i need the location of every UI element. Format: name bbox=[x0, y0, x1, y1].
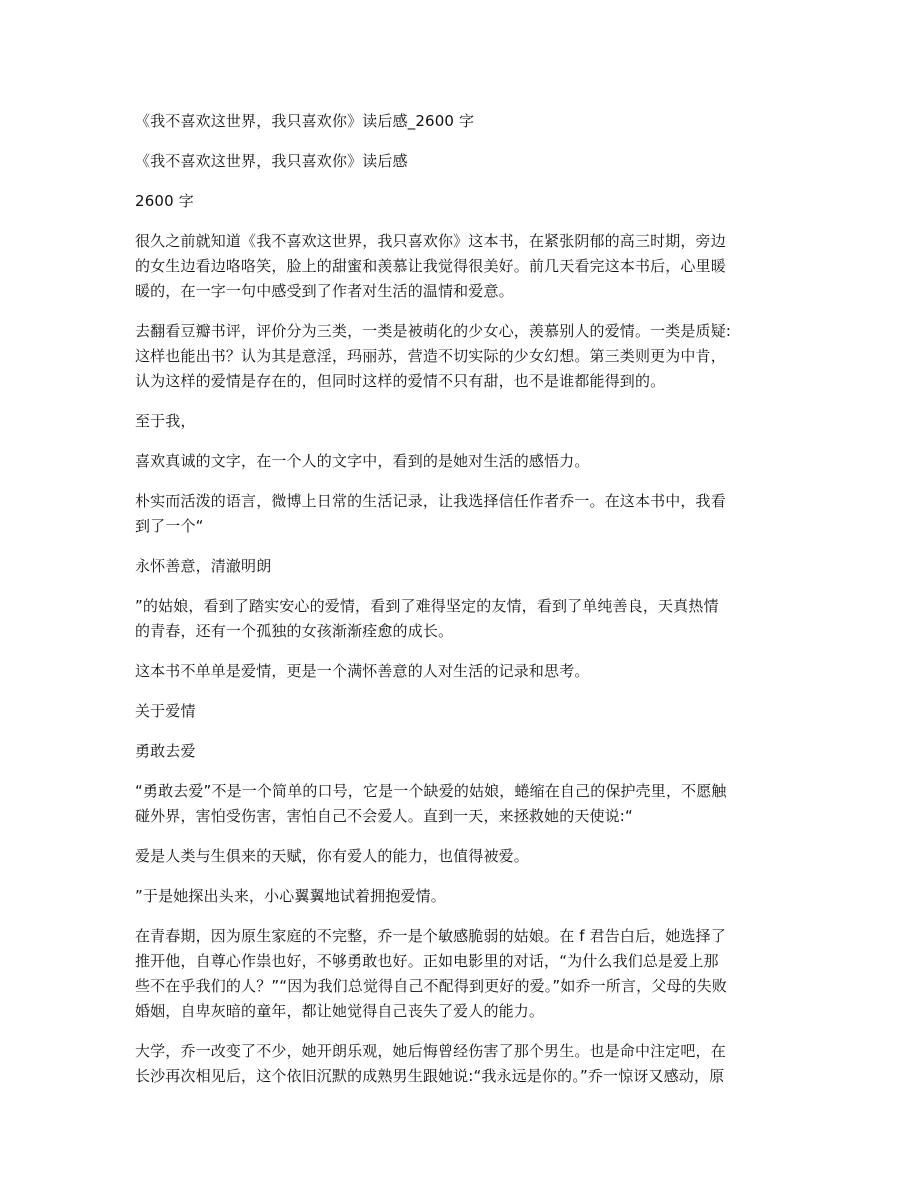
text-line: 在青春期，因为原生家庭的不完整，乔一是个敏感脆弱的姑娘。在 f 君告白后，她选择了 bbox=[135, 927, 726, 945]
text-line: 至于我， bbox=[135, 412, 196, 430]
paragraph bbox=[135, 449, 785, 474]
text-line: 很久之前就知道《我不喜欢这世界，我只喜欢你》这本书，在紧张阴郁的高三时期，旁边 bbox=[135, 232, 726, 250]
paragraph bbox=[135, 149, 785, 174]
paragraph bbox=[135, 659, 785, 684]
paragraph bbox=[135, 779, 785, 829]
text-line: 去翻看豆瓣书评，评价分为三类，一类是被萌化的少女心，羡慕别人的爱情。一类是质疑: bbox=[135, 322, 732, 340]
text-line: 喜欢真诚的文字，在一个人的文字中，看到的是她对生活的感悟力。 bbox=[135, 452, 590, 470]
text-line: 2600 字 bbox=[135, 192, 194, 210]
document-page bbox=[135, 109, 785, 1104]
paragraph bbox=[135, 409, 785, 434]
paragraph bbox=[135, 844, 785, 869]
text-line: 推开他，自尊心作祟也好，不够勇敢也好。正如电影里的对话，“为什么我们总是爱上那 bbox=[135, 952, 719, 970]
text-line: 关于爱情 bbox=[135, 702, 196, 720]
text-line: 勇敢去爱 bbox=[135, 742, 196, 760]
text-line: 长沙再次相见后，这个依旧沉默的成熟男生跟她说:“我永远是你的。”乔一惊讶又感动，原 bbox=[135, 1067, 725, 1085]
paragraph bbox=[135, 229, 785, 304]
text-line: ”的姑娘，看到了踏实安心的爱情，看到了难得坚定的友情，看到了单纯善良，天真热情 bbox=[135, 597, 719, 615]
paragraph bbox=[135, 594, 785, 644]
text-line: 《我不喜欢这世界，我只喜欢你》读后感 bbox=[135, 152, 408, 170]
paragraph bbox=[135, 884, 785, 909]
text-line: 暖的，在一字一句中感受到了作者对生活的温情和爱意。 bbox=[135, 282, 514, 300]
text-line: ”于是她探出头来，小心翼翼地试着拥抱爱情。 bbox=[135, 887, 446, 905]
text-line: 大学，乔一改变了不少，她开朗乐观，她后悔曾经伤害了那个男生。也是命中注定吧，在 bbox=[135, 1042, 726, 1060]
text-line: 的青春，还有一个孤独的女孩渐渐痊愈的成长。 bbox=[135, 622, 454, 640]
text-line: 到了一个“ bbox=[135, 517, 204, 535]
text-line: 碰外界，害怕受伤害，害怕自己不会爱人。直到一天，来拯救她的天使说:“ bbox=[135, 807, 633, 825]
text-line: 认为这样的爱情是存在的，但同时这样的爱情不只有甜，也不是谁都能得到的。 bbox=[135, 372, 666, 390]
paragraph bbox=[135, 109, 785, 134]
text-line: 爱是人类与生俱来的天赋，你有爱人的能力，也值得被爱。 bbox=[135, 847, 529, 865]
paragraph bbox=[135, 699, 785, 724]
paragraph bbox=[135, 189, 785, 214]
text-line: 些不在乎我们的人？”“因为我们总觉得自己不配得到更好的爱。”如乔一所言，父母的失败 bbox=[135, 977, 727, 995]
text-line: 的女生边看边咯咯笑，脸上的甜蜜和羡慕让我觉得很美好。前几天看完这本书后，心里暖 bbox=[135, 257, 726, 275]
text-line: “勇敢去爱”不是一个简单的口号，它是一个缺爱的姑娘，蜷缩在自己的保护壳里，不愿触 bbox=[135, 782, 727, 800]
text-line: 永怀善意，清澈明朗 bbox=[135, 557, 272, 575]
paragraph bbox=[135, 489, 785, 539]
text-line: 这样也能出书？认为其是意淫，玛丽苏，营造不切实际的少女幻想。第三类则更为中肯， bbox=[135, 347, 726, 365]
paragraph bbox=[135, 739, 785, 764]
paragraph bbox=[135, 554, 785, 579]
text-line: 《我不喜欢这世界，我只喜欢你》读后感_2600 字 bbox=[135, 112, 475, 130]
paragraph bbox=[135, 1039, 785, 1089]
text-line: 朴实而活泼的语言，微博上日常的生活记录，让我选择信任作者乔一。在这本书中，我看 bbox=[135, 492, 726, 510]
paragraph bbox=[135, 319, 785, 394]
text-line: 这本书不单单是爱情，更是一个满怀善意的人对生活的记录和思考。 bbox=[135, 662, 590, 680]
paragraph bbox=[135, 924, 785, 1024]
text-line: 婚姻，自卑灰暗的童年，都让她觉得自己丧失了爱人的能力。 bbox=[135, 1002, 545, 1020]
